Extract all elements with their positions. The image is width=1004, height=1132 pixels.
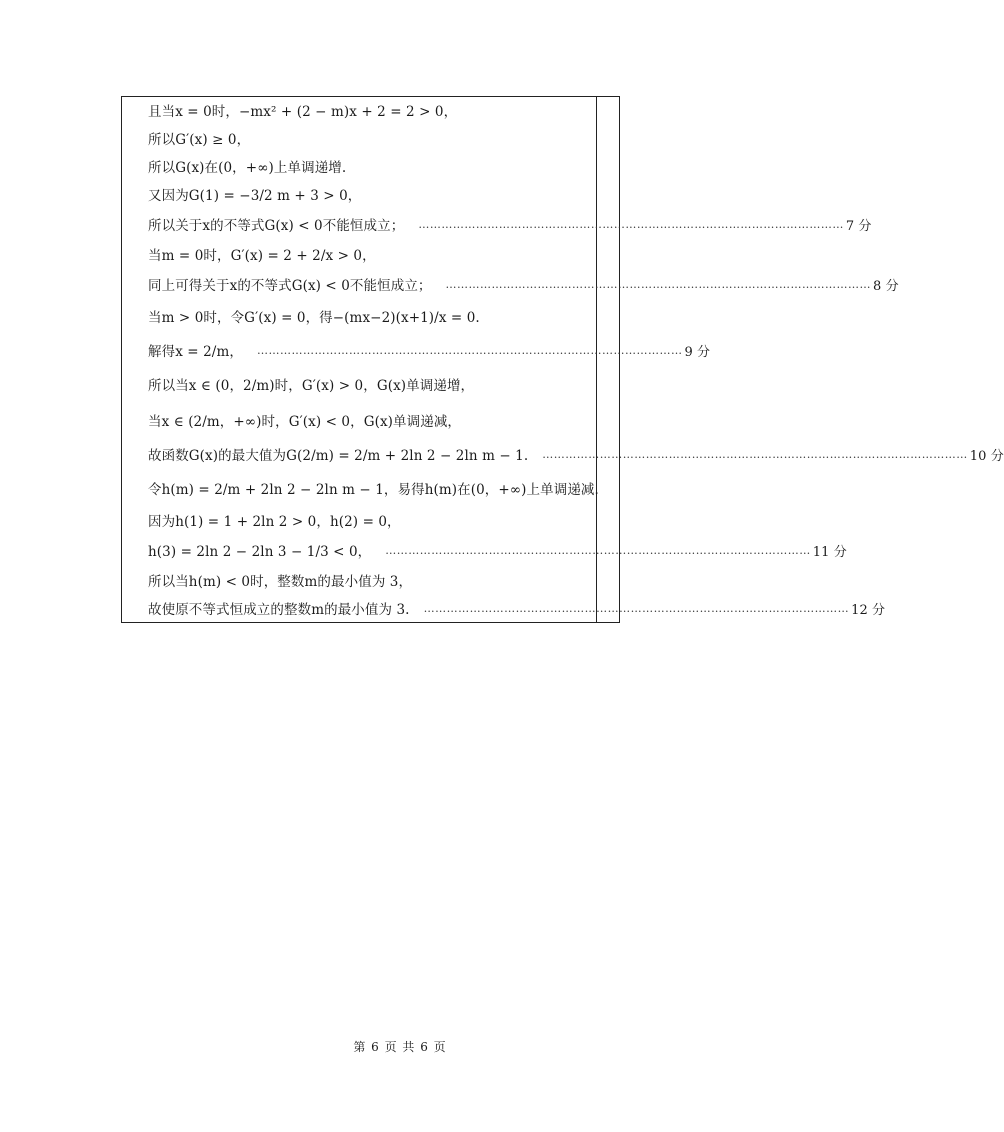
solution-line: 所以当h(m) < 0时，整数m的最小值为 3， xyxy=(148,574,413,590)
score-leader: ………………………………………………………………………………………………… xyxy=(385,543,811,557)
solution-line: 所以G(x)在(0，+∞)上单调递增. xyxy=(148,160,347,176)
score-mark: 8 分 xyxy=(873,278,899,294)
page-footer: 第 6 页 共 6 页 xyxy=(353,1040,447,1054)
solution-line: h(3) = 2ln 2 − 2ln 3 − 1/3 < 0， ………………………………………………………………………………………………… 11 分 xyxy=(148,536,594,564)
solution-line: 所以当x ∈ (0，2/m)时，G′(x) > 0，G(x)单调递增， xyxy=(148,378,475,394)
solution-line: 故使原不等式恒成立的整数m的最小值为 3. ………………………………………………………………………………………………… 12 分 xyxy=(148,594,594,622)
solution-line: 因为h(1) = 1 + 2ln 2 > 0，h(2) = 0， xyxy=(148,514,401,530)
score-mark: 11 分 xyxy=(812,544,847,560)
solution-line: 故函数G(x)的最大值为G(2/m) = 2/m + 2ln 2 − 2ln m − 1. ………………………………………………………………………………………………… 10 分 xyxy=(148,440,594,468)
solution-line: 同上可得关于x的不等式G(x) < 0不能恒成立； ………………………………………………………………………………………………… 8 分 xyxy=(148,270,594,298)
score-mark: 10 分 xyxy=(969,448,1004,464)
score-leader: ………………………………………………………………………………………………… xyxy=(445,277,872,291)
solution-line: 当x ∈ (2/m，+∞)时，G′(x) < 0，G(x)单调递减， xyxy=(148,414,462,430)
score-mark: 9 分 xyxy=(684,344,711,360)
solution-line: 又因为G(1) = −3/2 m + 3 > 0， xyxy=(148,188,362,204)
solution-line: 令h(m) = 2/m + 2ln 2 − 2ln m − 1，易得h(m)在(0，+∞)上单调递减. xyxy=(148,482,599,498)
solution-line: 解得x = 2/m， ………………………………………………………………………………………………… 9 分 xyxy=(148,336,594,364)
score-leader: ………………………………………………………………………………………………… xyxy=(418,217,844,231)
solution-line: 所以关于x的不等式G(x) < 0不能恒成立； ………………………………………………………………………………………………… 7 分 xyxy=(148,210,594,238)
solution-line: 当m > 0时，令G′(x) = 0，得−(mx−2)(x+1)/x = 0. xyxy=(148,310,480,326)
score-leader: ………………………………………………………………………………………………… xyxy=(256,343,683,357)
solution-line: 所以G′(x) ≥ 0， xyxy=(148,132,251,148)
solution-line: 且当x = 0时，−mx² + (2 − m)x + 2 = 2 > 0， xyxy=(148,104,458,120)
score-leader: ………………………………………………………………………………………………… xyxy=(423,601,850,615)
solution-line: 当m = 0时，G′(x) = 2 + 2/x > 0， xyxy=(148,248,376,264)
score-mark: 7 分 xyxy=(845,218,872,234)
score-mark: 12 分 xyxy=(851,602,886,618)
score-leader: ………………………………………………………………………………………………… xyxy=(542,447,968,461)
